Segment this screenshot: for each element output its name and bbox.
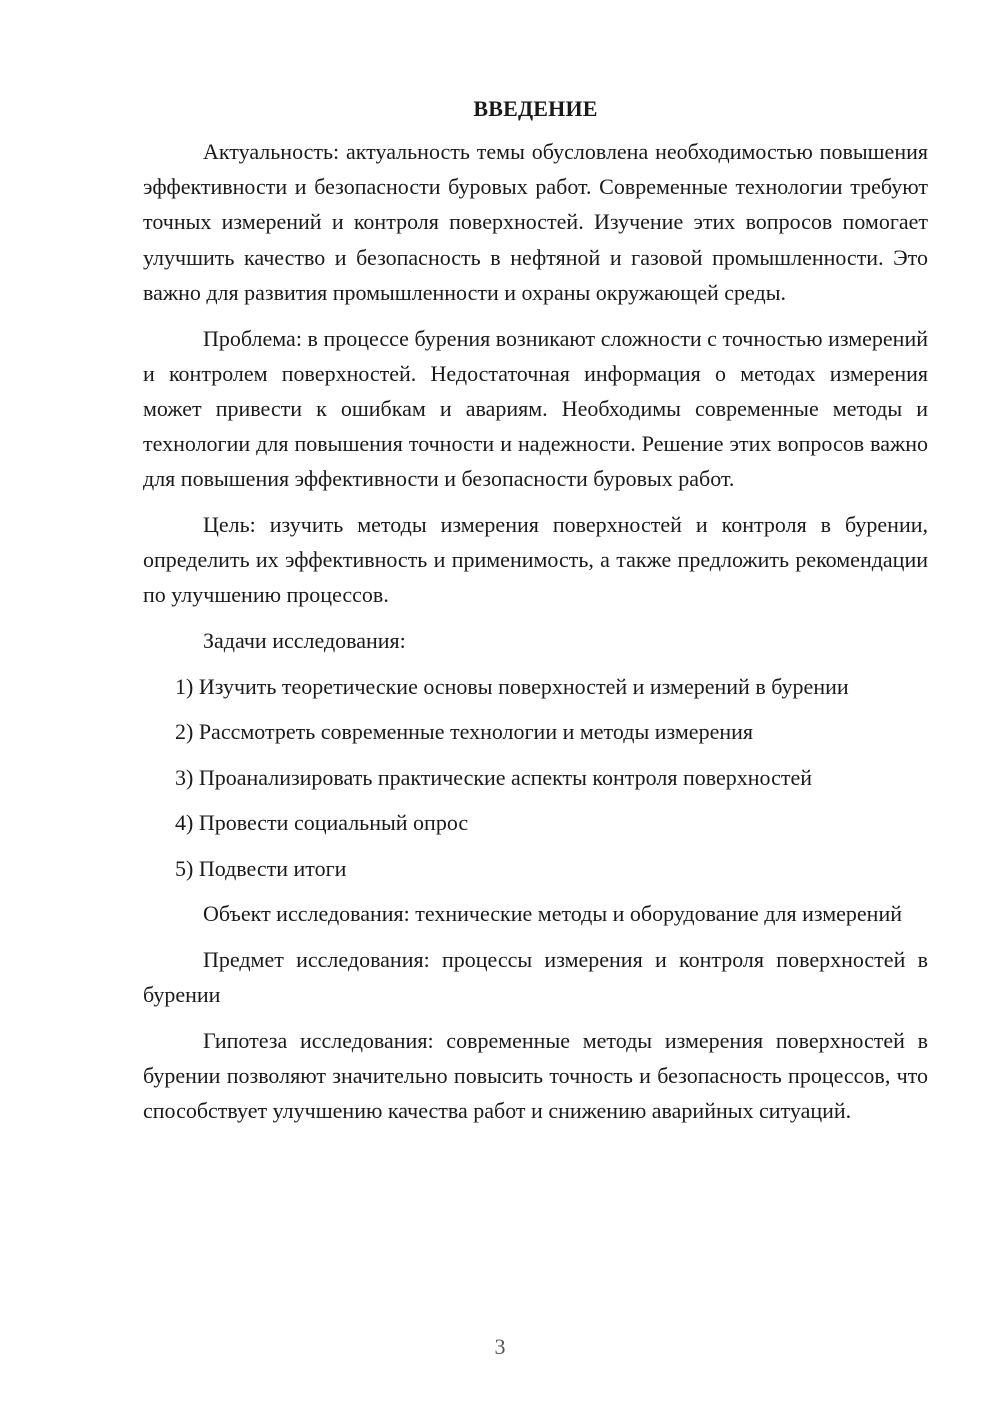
paragraph-problem: Проблема: в процессе бурения возникают сложности с точностью измерений и контролем поверхностей. Недостаточная информация о методах измерения может привести к ошибкам и авариям. Необходимы современные методы и технологии для повышения точности и надежности. Решение этих вопросов важно для повышения эффективности и безопасности буровых работ. — [143, 325, 928, 492]
list-item: 4) Провести социальный опрос — [175, 810, 469, 836]
list-item: 3) Проанализировать практические аспекты контроля поверхностей — [175, 764, 812, 790]
paragraph-object: Объект исследования: технические методы и оборудование для измерений — [203, 901, 903, 927]
list-item: 1) Изучить теоретические основы поверхностей и измерений в бурении — [175, 673, 849, 699]
list-item: 5) Подвести итоги — [175, 855, 347, 881]
page-number: 3 — [494, 1334, 506, 1359]
tasks-list — [143, 669, 928, 886]
tasks-heading: Задачи исследования: — [203, 628, 406, 654]
paragraph-subject: Предмет исследования: процессы измерения и контроля поверхностей в бурении — [143, 946, 928, 1008]
document-page — [143, 90, 928, 1139]
paragraph-relevance: Актуальность: актуальность темы обусловлена необходимостью повышения эффективности и безопасности буровых работ. Современные технологии требуют точных измерений и контроля поверхностей. Изучение этих вопросов помогает улучшить качество и безопасность в нефтяной и газовой промышленности. Это важно для развития промышленности и охраны окружающей среды. — [143, 139, 928, 305]
page-title: ВВЕДЕНИЕ — [473, 96, 598, 121]
list-item: 2) Рассмотреть современные технологии и методы измерения — [175, 719, 753, 745]
paragraph-goal: Цель: изучить методы измерения поверхностей и контроля в бурении, определить их эффективность и применимость, а также предложить рекомендации по улучшению процессов. — [143, 512, 928, 608]
paragraph-hypothesis: Гипотеза исследования: современные методы измерения поверхностей в бурении позволяют значительно повысить точность и безопасность процессов, что способствует улучшению качества работ и снижению аварийных ситуаций. — [143, 1027, 928, 1124]
